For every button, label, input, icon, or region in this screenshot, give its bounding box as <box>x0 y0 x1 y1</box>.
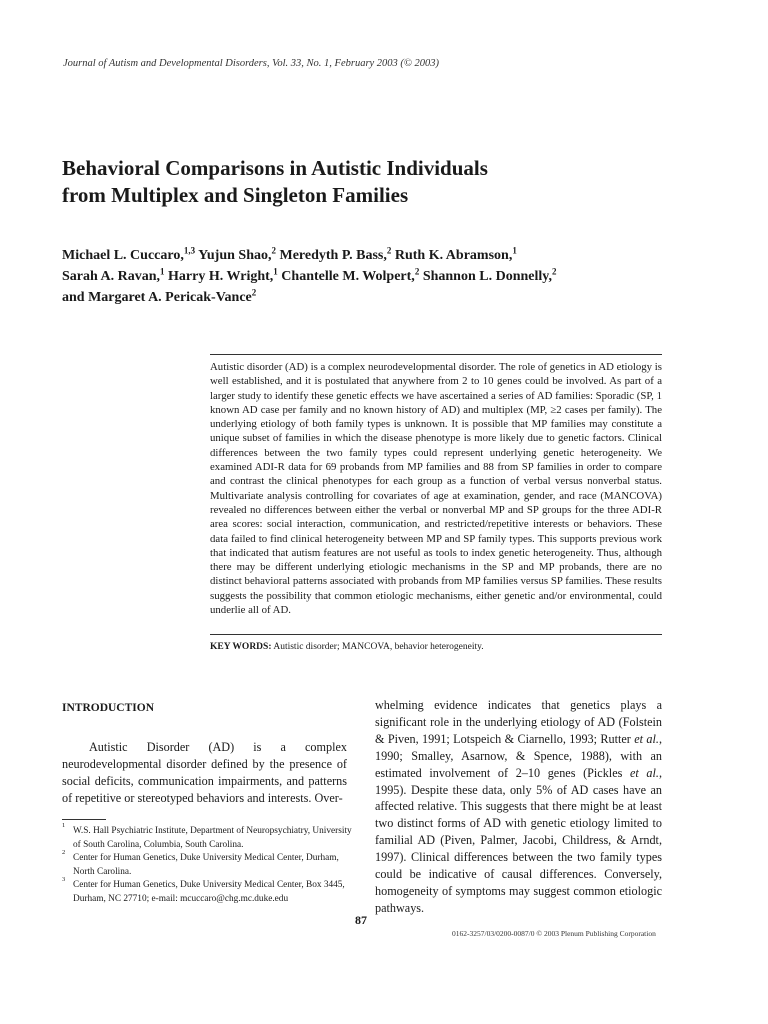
intro-text: , 1995). Despite these data, only 5% of AD cases have an affected relative. This suggests that there might be at least two distinct forms of AD with genetic etiology limited to familial AD (Piven, Palmer, Jacobi, Childress, & Arndt, 1997). Clinical differences between the two family types could be indicative of causal differences. Conversely, homogeneity of symptoms may suggest common etiologic pathways. <box>375 765 663 915</box>
intro-text: whelming evidence indicates that genetics plays a significant role in the underlying etiology of AD (Folstein & Piven, 1991; Lotspeich & Ciarnello, 1993; Rutter <box>375 698 662 746</box>
author-name: Michael L. Cuccaro, <box>62 248 184 263</box>
intro-italic: et al. <box>634 731 659 746</box>
footnote-rule <box>62 819 106 820</box>
keywords-text: Autistic disorder; MANCOVA, behavior heterogeneity. <box>271 642 484 652</box>
author-affiliation: 2 <box>251 287 257 298</box>
footnote <box>62 822 352 852</box>
footnote-number: 2 <box>62 849 66 856</box>
keywords <box>210 642 662 652</box>
section-heading-introduction: INTRODUCTION <box>62 702 155 714</box>
title-line-1: Behavioral Comparisons in Autistic Individuals <box>62 156 488 180</box>
author-name: and Margaret A. Pericak-Vance <box>62 290 252 305</box>
abstract-text: Autistic disorder (AD) is a complex neurodevelopmental disorder. The role of genetics in AD etiology is well established, and it is postulated that anywhere from 2 to 10 genes could be involved. As part of a larger study to identify these genetic effects we have ascertained a series of AD families: Sporadic (SP, 1 known AD case per family and no known history of AD) and multiplex (MP, ≥2 cases per family). The underlying etiology of both family types is unknown. It is possible that MP families may constitute a unique subset of families in which the disease phenotype is more likely due to genetic factors. Clinical differences between the two family types could represent underlying genetic heterogeneity. We examined ADI-R data for 69 probands from MP families and 88 from SP families in order to compare and contrast the clinical phenotypes for each group as a function of verbal versus nonverbal status. Multivariate analysis controlling for covariates of age at examination, gender, and race (MANCOVA) revealed no differences between either the verbal or nonverbal MP and SP groups for the three ADI-R area scores: social interaction, communication, and restricted/repetitive interests or behaviors. These data failed to find clinical heterogeneity between MP and SP family types. This supports previous work that indicated that autism features are not useful as tools to index genetic heterogeneity. Thus, although there may be different underlying etiologic mechanisms in the SP and MP probands, there are no distinct behavioral patterns associated with probands from MP families versus SP families. These results suggests the possibility that common etiologic mechanisms, either genetic and/or environmental, could underlie all of AD. <box>210 361 662 617</box>
footnote <box>62 876 352 906</box>
author-affiliation: 2 <box>386 245 392 256</box>
footnote-number: 3 <box>62 876 66 883</box>
keywords-label: KEY WORDS: <box>210 642 272 652</box>
footnote-text: W.S. Hall Psychiatric Institute, Department of Neuropsychiatry, University of South Carolina, Columbia, South Carolina. <box>73 826 352 850</box>
author-name: Harry H. Wright, <box>164 269 274 284</box>
intro-paragraph-left: Autistic Disorder (AD) is a complex neurodevelopmental disorder defined by the presence of social deficits, communication impairments, and patterns of repetitive or stereotyped behaviors and interests. Over- <box>62 740 347 805</box>
author-affiliation: 1 <box>273 266 278 277</box>
author-name: Sarah A. Ravan, <box>62 269 161 284</box>
footnotes <box>62 822 352 906</box>
author-name: Shannon L. Donnelly, <box>419 269 552 284</box>
footnote-number: 1 <box>62 822 66 829</box>
title-line-2: from Multiplex and Singleton Families <box>62 183 409 207</box>
intro-text: , 1990; Smalley, Asarnow, & Spence, 1988), with an estimated involvement of 2–10 genes (Pickles <box>375 731 662 780</box>
author-name: Chantelle M. Wolpert, <box>277 269 415 284</box>
author-affiliation: 2 <box>551 266 557 277</box>
copyright-line: 0162-3257/03/0200-0087/0 © 2003 Plenum Publishing Corporation <box>452 929 656 938</box>
author-affiliation: 2 <box>271 245 276 256</box>
author-affiliation: 1,3 <box>183 245 196 256</box>
footnote-text: Center for Human Genetics, Duke University Medical Center, Durham, North Carolina. <box>73 853 339 877</box>
paper-title <box>62 155 682 209</box>
author-affiliation: 1 <box>512 245 517 256</box>
footnote <box>62 849 352 879</box>
abstract-bottom-rule <box>210 634 662 635</box>
abstract-top-rule <box>210 354 662 355</box>
author-affiliation: 2 <box>414 266 420 277</box>
author-name: Meredyth P. Bass, <box>276 248 387 263</box>
author-affiliation: 1 <box>160 266 165 277</box>
page-number: 87 <box>355 913 367 927</box>
journal-citation: Journal of Autism and Developmental Disorders, Vol. 33, No. 1, February 2003 (© 2003) <box>63 58 440 69</box>
footnote-text: Center for Human Genetics, Duke University Medical Center, Box 3445, Durham, NC 27710; e-mail: mcuccaro@chg.mc.duke.edu <box>73 880 345 904</box>
author-list <box>62 245 682 308</box>
author-name: Yujun Shao, <box>195 248 272 263</box>
author-name: Ruth K. Abramson, <box>391 248 513 263</box>
intro-italic: et al. <box>630 765 659 780</box>
intro-paragraph-right <box>375 697 662 917</box>
